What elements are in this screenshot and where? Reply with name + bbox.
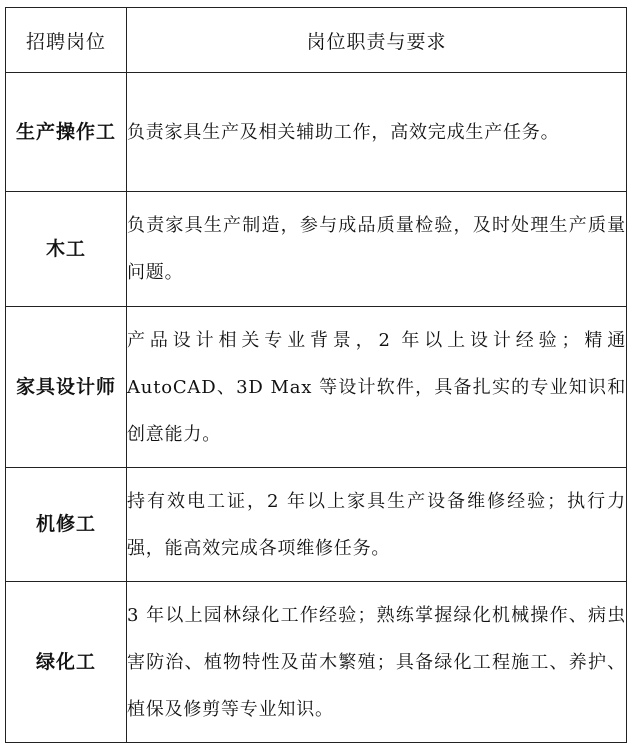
job-role: 机修工	[6, 468, 127, 582]
header-role: 招聘岗位	[6, 8, 127, 73]
job-role: 绿化工	[6, 582, 127, 743]
table-row	[6, 192, 627, 307]
job-requirements: 负责家具生产制造，参与成品质量检验，及时处理生产质量问题。	[127, 192, 627, 307]
job-requirements: 3 年以上园林绿化工作经验；熟练掌握绿化机械操作、病虫害防治、植物特性及苗木繁殖；具备绿化工程施工、养护、植保及修剪等专业知识。	[127, 582, 627, 743]
job-role: 家具设计师	[6, 307, 127, 468]
job-requirements: 持有效电工证，2 年以上家具生产设备维修经验；执行力强，能高效完成各项维修任务。	[127, 468, 627, 582]
job-role: 木工	[6, 192, 127, 307]
job-requirements: 产品设计相关专业背景，2 年以上设计经验；精通 AutoCAD、3D Max 等设计软件，具备扎实的专业知识和创意能力。	[127, 307, 627, 468]
job-requirements: 负责家具生产及相关辅助工作，高效完成生产任务。	[127, 73, 627, 192]
table-row	[6, 468, 627, 582]
job-requirements-table	[5, 7, 627, 743]
table-header-row	[6, 8, 627, 73]
header-requirements: 岗位职责与要求	[127, 8, 627, 73]
table-row	[6, 582, 627, 743]
job-role: 生产操作工	[6, 73, 127, 192]
table-row	[6, 73, 627, 192]
table-row	[6, 307, 627, 468]
